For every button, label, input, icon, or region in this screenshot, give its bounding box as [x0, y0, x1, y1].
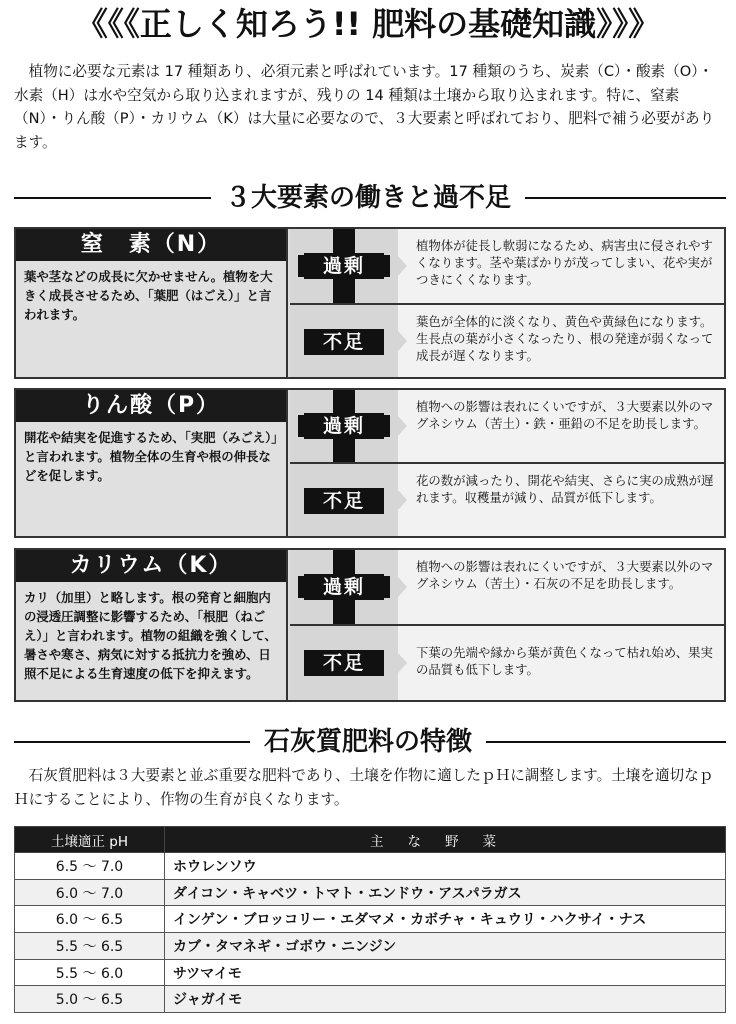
nutrient-card-nitrogen [14, 227, 726, 379]
deficiency-text: 葉色が全体的に淡くなり、黄色や黄緑色になります。生長点の葉が小さくなったり、根の発達が弱くなって成長が遅くなります。 [398, 305, 724, 377]
nutrient-name: カリウム（K） [16, 550, 286, 582]
excess-text: 植物への影響は表れにくいですが、３大要素以外のマグネシウム（苦土）・石灰の不足を助長します。 [398, 550, 724, 624]
excess-row [290, 550, 724, 626]
lime-paragraph: 石灰質肥料は３大要素と並ぶ重要な肥料であり、土壌を作物に適したｐＨに調整します。土壌を適切なｐＨにすることにより、作物の生育が良くなります。 [14, 767, 714, 808]
ph-range: 6.5 ～ 7.0 [15, 853, 165, 880]
deficiency-badge: 不足 [304, 488, 384, 514]
excess-badge: 過剰 [304, 413, 384, 439]
excess-row [290, 229, 724, 305]
ph-table [14, 826, 726, 1013]
nutrient-info [16, 390, 288, 536]
section-title: ３大要素の働きと過不足 [211, 183, 525, 213]
vegetables: ダイコン・キャベツ・トマト・エンドウ・アスパラガス [165, 879, 726, 906]
vegetables: ホウレンソウ [165, 853, 726, 880]
ph-range: 6.0 ～ 7.0 [15, 879, 165, 906]
section-title: 石灰質肥料の特徴 [250, 727, 486, 757]
deficiency-row [290, 464, 724, 536]
nutrient-card-phosphorus [14, 388, 726, 538]
column-header-ph: 土壌適正 pH [15, 827, 165, 853]
deficiency-badge: 不足 [304, 650, 384, 676]
table-header-row [15, 827, 726, 853]
table-row [15, 986, 726, 1013]
nutrient-card-potassium [14, 548, 726, 702]
nutrient-name: 窒 素（N） [16, 229, 286, 261]
deficiency-row [290, 305, 724, 377]
deficiency-badge: 不足 [304, 329, 384, 355]
table-row [15, 906, 726, 933]
nutrient-info [16, 229, 288, 377]
column-header-vegetables: 主な野菜 [165, 827, 726, 853]
deficiency-row [290, 626, 724, 700]
ph-range: 5.0 ～ 6.5 [15, 986, 165, 1013]
table-row [15, 879, 726, 906]
nutrient-info [16, 550, 288, 700]
section-heading-lime [0, 722, 736, 762]
table-row [15, 853, 726, 880]
excess-text: 植物への影響は表れにくいですが、３大要素以外のマグネシウム（苦土）・鉄・亜鉛の不足を助長します。 [398, 390, 724, 462]
deficiency-text: 花の数が減ったり、開花や結実、さらに実の成熟が遅れます。収穫量が減り、品質が低下します。 [398, 464, 724, 536]
nutrient-role: 葉や茎などの成長に欠かせません。植物を大きく成長させるため、「葉肥（はごえ）」と言われます。 [24, 269, 273, 322]
excess-row [290, 390, 724, 464]
excess-text: 植物体が徒長し軟弱になるため、病害虫に侵されやすくなります。茎や葉ばかりが茂ってしまい、花や実がつきにくくなります。 [398, 229, 724, 303]
nutrient-role: カリ（加里）と略します。根の発育と細胞内の浸透圧調整に影響するため、「根肥（ねごえ）」と言われます。植物の組織を強くして、暑さや寒さ、病気に対する抵抗力を強め、日照不足による生育速度の低下を抑えます。 [24, 590, 277, 681]
nutrient-role: 開花や結実を促進するため、「実肥（みごえ）」と言われます。植物全体の生育や根の伸長などを促します。 [24, 430, 278, 483]
deficiency-text: 下葉の先端や縁から葉が黄色くなって枯れ始め、果実の品質も低下します。 [398, 626, 724, 700]
table-row [15, 959, 726, 986]
vegetables: カブ・タマネギ・ゴボウ・ニンジン [165, 933, 726, 960]
excess-badge: 過剰 [304, 574, 384, 600]
vegetables: ジャガイモ [165, 986, 726, 1013]
section-heading-nutrients [0, 178, 736, 218]
ph-range: 5.5 ～ 6.0 [15, 959, 165, 986]
table-row [15, 933, 726, 960]
vegetables: インゲン・ブロッコリー・エダマメ・カボチャ・キュウリ・ハクサイ・ナス [165, 906, 726, 933]
intro-paragraph: 植物に必要な元素は 17 種類あり、必須元素と呼ばれています。17 種類のうち、炭素（C）・酸素（O）・水素（H）は水や空気から取り込まれますが、残りの 14 種類は土壌から取り込まれます。特に、窒素（N）・りん酸（P）・カリウム（K）は大量に必要なので、３大要素と呼ばれており、肥料で補う必要があります。 [14, 63, 715, 151]
nutrient-name: りん酸（P） [16, 390, 286, 422]
vegetables: サツマイモ [165, 959, 726, 986]
ph-range: 6.0 ～ 6.5 [15, 906, 165, 933]
page-title: 《《《正しく知ろう!! 肥料の基礎知識》》》 [75, 5, 661, 43]
excess-badge: 過剰 [304, 253, 384, 279]
ph-range: 5.5 ～ 6.5 [15, 933, 165, 960]
